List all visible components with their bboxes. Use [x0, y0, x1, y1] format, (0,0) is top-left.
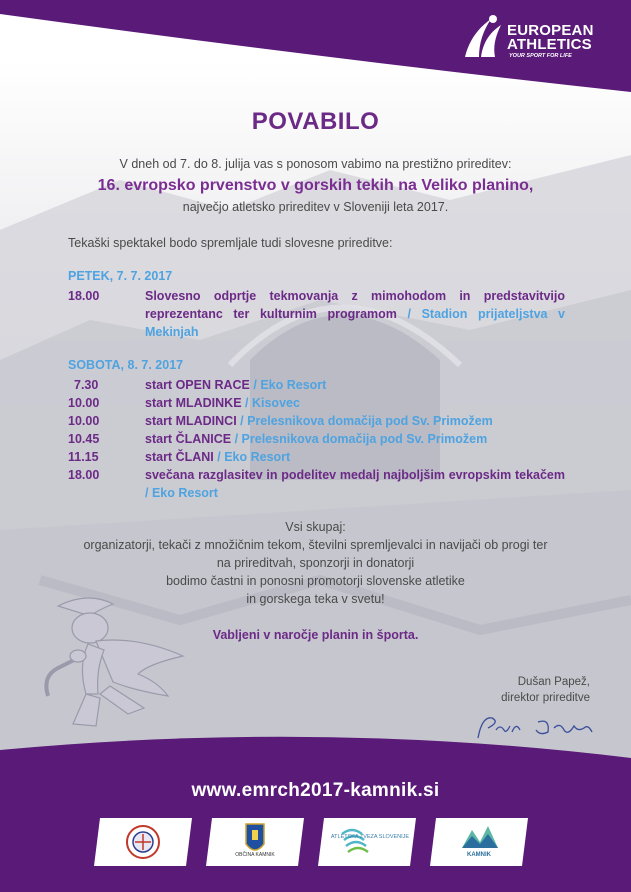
event-time: 7.30	[74, 378, 99, 392]
closing-line: bodimo častni in ponosni promotorji slovenske atletike	[166, 574, 465, 588]
logo-word-athletics: ATHLETICS	[507, 36, 592, 53]
closing-line: organizatorji, tekači z množičnim tekom, številni spremljevalci in navijači ob progi ter	[83, 538, 548, 552]
day-heading-friday: PETEK, 7. 7. 2017	[68, 269, 173, 283]
kamnik-municipality-crest-icon	[200, 814, 310, 870]
day-heading-saturday: SOBOTA, 8. 7. 2017	[68, 358, 184, 372]
signer-name: Dušan Papež,	[517, 676, 590, 688]
event-time: 18.00	[68, 468, 100, 482]
signer-role: direktor prireditve	[501, 692, 590, 704]
event-location: / Stadion prijateljstva v Mekinjah	[145, 307, 566, 339]
event-text: start ČLANI	[145, 450, 214, 464]
running-mascot-icon	[18, 586, 193, 736]
event-location: / Kisovec	[245, 396, 300, 410]
event-headline: 16. evropsko prvenstvo v gorskih tekih na Veliko planino,	[97, 177, 534, 194]
athletics-federation-slovenia-icon	[312, 814, 422, 870]
event-time: 10.00	[68, 414, 100, 428]
event-location: / Eko Resort	[253, 378, 327, 392]
event-time: 10.00	[68, 396, 100, 410]
sponsor-caption: OBČINA KAMNIK	[235, 852, 275, 858]
athletics-club-seal-icon	[88, 814, 198, 870]
closing-line: in gorskega teka v svetu!	[246, 592, 385, 606]
event-time: 10.45	[68, 432, 100, 446]
event-location: / Eko Resort	[217, 450, 291, 464]
event-time: 11.15	[68, 450, 99, 464]
website-link[interactable]: www.emrch2017-kamnik.si	[191, 780, 440, 801]
program-intro: Tekaški spektakel bodo spremljale tudi slovesne prireditve:	[68, 236, 393, 250]
event-text: Slovesno odprtje tekmovanja z mimohodom in predstavitvijo reprezentanc ter kulturnim programom	[145, 289, 565, 321]
event-time: 18.00	[68, 289, 100, 303]
kamnik-mountains-icon	[424, 814, 534, 870]
sponsor-logo	[88, 814, 198, 870]
page-title: POVABILO	[251, 108, 380, 135]
event-text: start MLADINKE	[145, 396, 242, 410]
logo-word-european: EUROPEAN	[507, 22, 594, 39]
european-athletics-runner-icon	[455, 13, 505, 63]
event-location: / Prelesnikova domačija pod Sv. Primožem	[234, 432, 488, 446]
event-text: start ČLANICE	[145, 432, 232, 446]
closing-line: Vsi skupaj:	[285, 520, 346, 534]
event-text: svečana razglasitev in podelitev medalj najboljšim evropskim tekačem	[145, 468, 565, 482]
sponsor-logo	[424, 814, 534, 870]
european-athletics-logo	[455, 11, 625, 67]
sponsor-logo	[200, 814, 310, 870]
event-text: start MLADINCI	[145, 414, 237, 428]
event-text: start OPEN RACE	[145, 378, 250, 392]
schedule-row	[68, 466, 568, 502]
schedule-row	[68, 287, 568, 341]
signer-block	[460, 674, 590, 706]
sponsor-caption: ATLETSKA ZVEZA SLOVENIJE	[330, 834, 410, 840]
closing-invite: Vabljeni v naročje planin in športa.	[212, 628, 419, 642]
event-location: / Eko Resort	[145, 486, 218, 500]
closing-line: na prireditvah, sponzorji in donatorji	[216, 556, 415, 570]
sponsor-caption: KAMNIK	[467, 852, 491, 858]
event-location: / Prelesnikova domačija pod Sv. Primožem	[240, 414, 493, 428]
intro-line: V dneh od 7. do 8. julija vas s ponosom vabimo na prestižno prireditev:	[119, 157, 512, 171]
intro-subline: največjo atletsko prireditev v Sloveniji leta 2017.	[182, 200, 449, 214]
sponsor-logo	[312, 814, 422, 870]
logo-tagline: YOUR SPORT FOR LIFE	[509, 53, 572, 59]
